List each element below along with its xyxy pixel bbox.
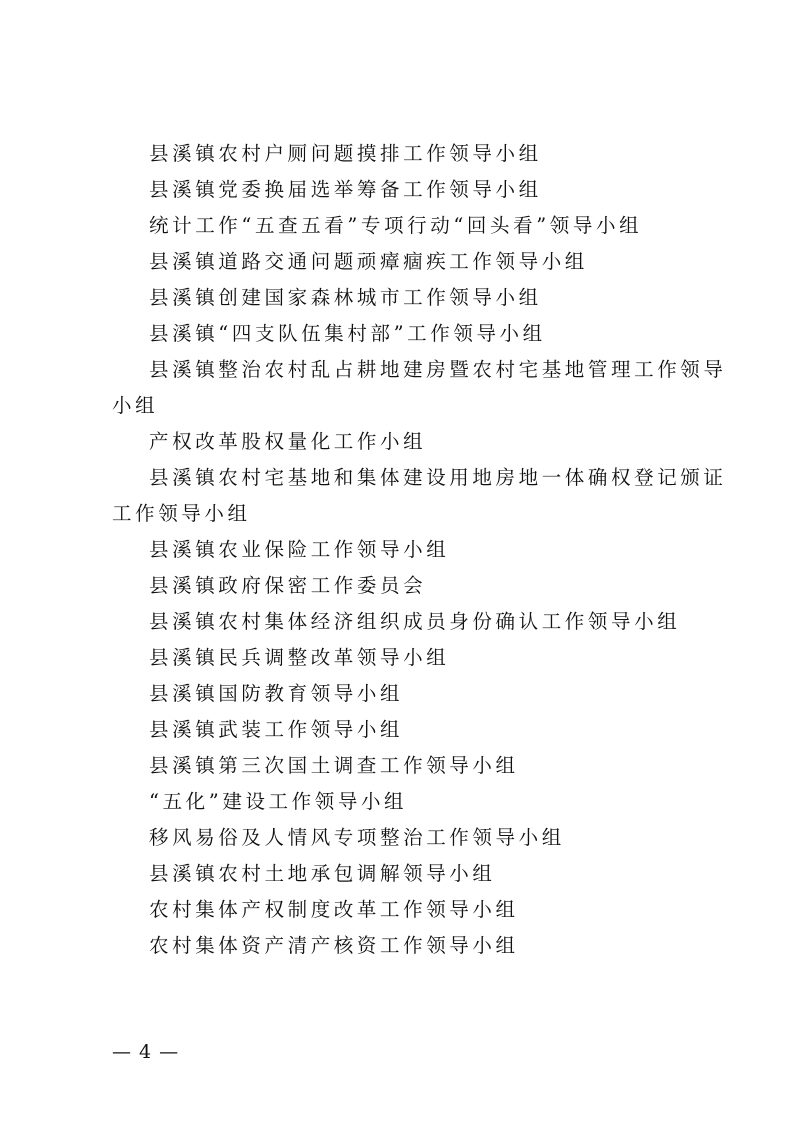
list-item: 县溪镇道路交通问题顽瘴痼疾工作领导小组	[149, 250, 588, 273]
list-item: 县溪镇党委换届选举筹备工作领导小组	[149, 178, 542, 201]
list-item-continuation: 工作领导小组	[112, 502, 251, 525]
list-item: 农村集体资产清产核资工作领导小组	[149, 934, 519, 957]
list-item: 县溪镇政府保密工作委员会	[149, 574, 427, 597]
list-item: 县溪镇农村土地承包调解领导小组	[149, 862, 496, 885]
list-item: 县溪镇整治农村乱占耕地建房暨农村宅基地管理工作领导	[149, 358, 727, 381]
list-item-continuation: 小组	[112, 394, 159, 417]
list-item: 县溪镇第三次国土调查工作领导小组	[149, 754, 519, 777]
list-item: 县溪镇创建国家森林城市工作领导小组	[149, 286, 542, 309]
list-item: 县溪镇民兵调整改革领导小组	[149, 646, 450, 669]
list-item: 县溪镇“四支队伍集村部”工作领导小组	[149, 322, 546, 345]
list-item: 县溪镇农村集体经济组织成员身份确认工作领导小组	[149, 610, 681, 633]
page-number: — 4 —	[112, 1041, 180, 1063]
list-item: 产权改革股权量化工作小组	[149, 430, 427, 453]
list-item: 移风易俗及人情风专项整治工作领导小组	[149, 826, 565, 849]
list-item: “五化”建设工作领导小组	[149, 790, 408, 813]
list-item: 统计工作“五查五看”专项行动“回头看”领导小组	[149, 214, 643, 237]
document-body	[112, 136, 727, 964]
list-item: 县溪镇农村户厕问题摸排工作领导小组	[149, 142, 542, 165]
list-item: 农村集体产权制度改革工作领导小组	[149, 898, 519, 921]
list-item: 县溪镇农业保险工作领导小组	[149, 538, 450, 561]
list-item: 县溪镇武装工作领导小组	[149, 718, 404, 741]
list-item: 县溪镇国防教育领导小组	[149, 682, 404, 705]
list-item: 县溪镇农村宅基地和集体建设用地房地一体确权登记颁证	[149, 466, 727, 489]
